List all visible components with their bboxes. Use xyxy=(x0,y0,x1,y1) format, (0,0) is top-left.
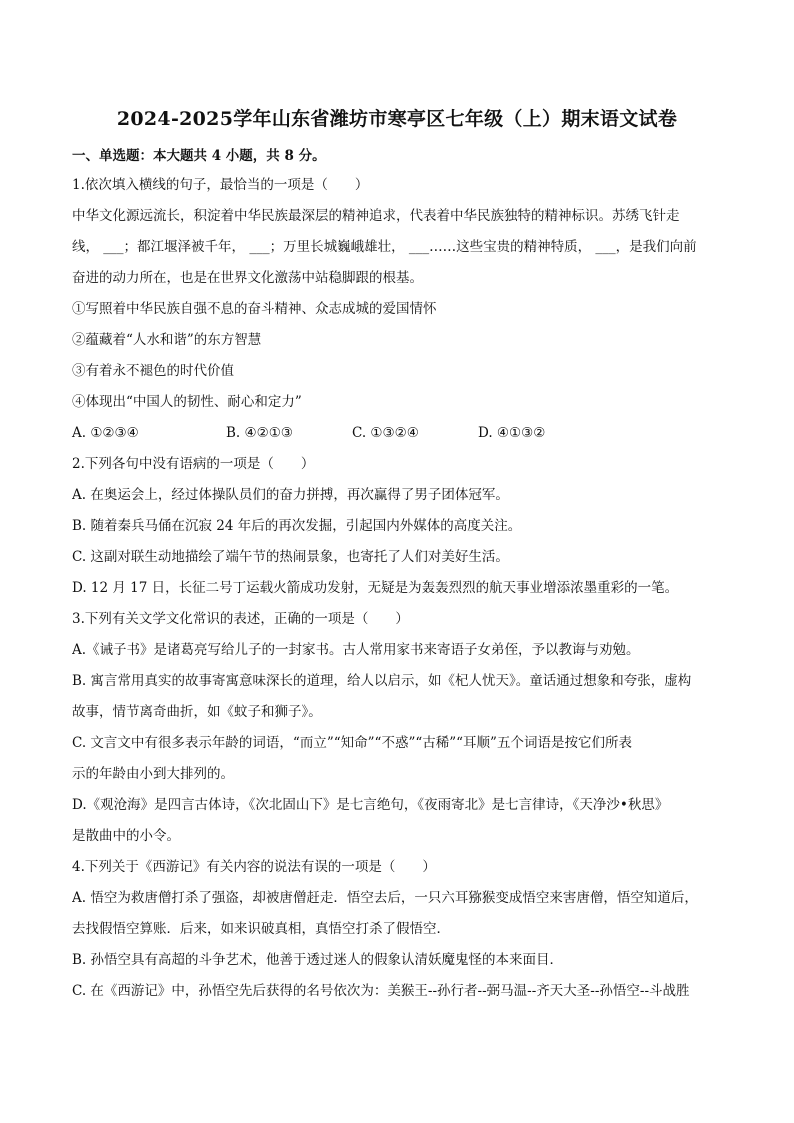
questions xyxy=(72,174,722,1011)
q1-passage-line: 中华文化源远流长，积淀着中华民族最深层的精神追求，代表着中华民族独特的精神标识。苏绣飞针走 xyxy=(72,208,680,224)
q1-option-d: D. ④①③② xyxy=(478,425,546,441)
q1-option-b: B. ④②①③ xyxy=(226,425,293,441)
q2-option-b: B. 随着秦兵马俑在沉寂 24 年后的再次发掘，引起国内外媒体的高度关注。 xyxy=(72,518,522,534)
q4-line: B. 孙悟空具有高超的斗争艺术，他善于透过迷人的假象认清妖魔鬼怪的本来面目． xyxy=(72,952,564,968)
q4-line: A. 悟空为救唐僧打杀了强盗，却被唐僧赶走．悟空去后，一只六耳猕猴变成悟空来害唐僧，悟空知道后， xyxy=(72,890,698,906)
q1-item: ④体现出“中国人的韧性、耐心和定力” xyxy=(72,394,302,410)
q3-stem: 3.下列有关文学文化常识的表述，正确的一项是（ ） xyxy=(72,611,409,627)
q4-line: C. 在《西游记》中，孙悟空先后获得的名号依次为：美猴王--孙行者--弼马温--齐天大圣--孙悟空--斗战胜 xyxy=(72,983,690,999)
q3-line: C. 文言文中有很多表示年龄的词语，“而立”“知命”“不惑”“古稀”“耳顺”五个词语是按它们所表 xyxy=(72,735,632,751)
q1-stem: 1.依次填入横线的句子，最恰当的一项是（ ） xyxy=(72,177,369,193)
q2-option-d: D. 12 月 17 日，长征二号丁运载火箭成功发射，无疑是为轰轰烈烈的航天事业增添浓墨重彩的一笔。 xyxy=(72,580,679,596)
q3-line: D.《观沧海》是四言古体诗，《次北固山下》是七言绝句，《夜雨寄北》是七言律诗，《天净沙•秋思》 xyxy=(72,797,669,813)
q2-option-c: C. 这副对联生动地描绘了端午节的热闹景象，也寄托了人们对美好生活。 xyxy=(72,549,509,565)
q1-item: ②蕴藏着“人水和谐”的东方智慧 xyxy=(72,332,262,348)
q3-line: 示的年龄由小到大排列的。 xyxy=(72,766,234,782)
q3-line: B. 寓言常用真实的故事寄寓意味深长的道理，给人以启示，如《杞人忧天》。童话通过想象和夸张，虚构 xyxy=(72,673,692,689)
q1-passage-line: 线， ___；都江堰泽被千年， ___；万里长城巍峨雄壮， ___……这些宝贵的精神特质， ___，是我们向前 xyxy=(72,239,697,255)
q3-line: 是散曲中的小令。 xyxy=(72,828,180,844)
q4-stem: 4.下列关于《西游记》有关内容的说法有误的一项是（ ） xyxy=(72,859,436,875)
q3-line: A.《诫子书》是诸葛亮写给儿子的一封家书。古人常用家书来寄语子女弟侄，予以教诲与劝勉。 xyxy=(72,642,640,658)
q2-option-a: A. 在奥运会上，经过体操队员们的奋力拼搏，再次赢得了男子团体冠军。 xyxy=(72,487,509,503)
q1-item: ①写照着中华民族自强不息的奋斗精神、众志成城的爱国情怀 xyxy=(72,301,437,317)
q1-passage-line: 奋进的动力所在，也是在世界文化激荡中站稳脚跟的根基。 xyxy=(72,270,423,286)
q2-stem: 2.下列各句中没有语病的一项是（ ） xyxy=(72,456,315,472)
q1-item: ③有着永不褪色的时代价值 xyxy=(72,363,234,379)
page-title: 2024-2025学年山东省潍坊市寒亭区七年级（上）期末语文试卷 xyxy=(116,108,678,130)
q1-option-a: A. ①②③④ xyxy=(72,425,139,441)
q4-line: 去找假悟空算账．后来，如来识破真相，真悟空打杀了假悟空． xyxy=(72,921,450,937)
q3-line: 故事，情节离奇曲折，如《蚊子和狮子》。 xyxy=(72,704,322,720)
section-heading: 一、单选题：本大题共 4 小题，共 8 分。 xyxy=(72,148,326,164)
q1-option-c: C. ①③②④ xyxy=(352,425,419,441)
q1-options xyxy=(72,422,722,453)
